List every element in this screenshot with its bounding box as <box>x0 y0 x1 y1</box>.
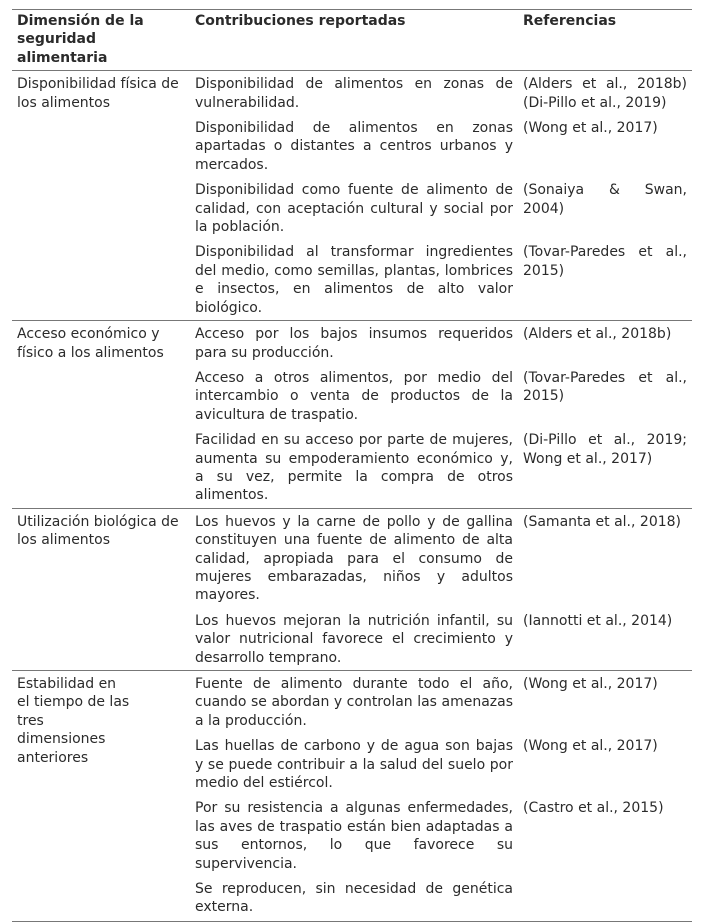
contribution-cell: Disponibilidad de alimentos en zonas apartadas o distantes a centros urbanos y mercados. <box>195 120 513 173</box>
contribution-cell: Disponibilidad como fuente de alimento de calidad, con aceptación cultural y social por la población. <box>195 182 513 236</box>
reference-cell <box>518 876 692 921</box>
food-security-table <box>12 9 692 922</box>
contribution-cell: Los huevos y la carne de pollo y de gallina constituyen una fuente de alimento de alta calidad, apropiada para el consumo de mujeres embarazadas, niños y adultos mayores. <box>190 508 518 608</box>
table-row <box>12 71 692 115</box>
reference-cell: (Tovar-Paredes et al., 2015) <box>523 369 687 405</box>
contribution-cell: Disponibilidad de alimentos en zonas de vulnerabilidad. <box>190 71 518 115</box>
table-row <box>12 671 692 734</box>
contribution-cell: Las huellas de carbono y de agua son bajas y se puede contribuir a la salud del suelo por medio del estiércol. <box>195 738 513 792</box>
reference-cell: (Sonaiya & Swan, 2004) <box>523 182 687 217</box>
table-row <box>12 321 692 365</box>
header-row <box>12 10 692 71</box>
contribution-cell: Fuente de alimento durante todo el año, cuando se abordan y controlan las amenazas a la producción. <box>190 671 518 734</box>
dimension-cell: Acceso económico y físico a los alimentos <box>12 321 190 509</box>
contribution-cell: Acceso a otros alimentos, por medio del intercambio o venta de productos de la avicultura de traspatio. <box>195 369 513 423</box>
header-references: Referencias <box>518 10 692 71</box>
header-dimension: Dimensión de la seguridad alimentaria <box>12 10 190 71</box>
reference-cell: (Alders et al., 2018b) (Di-Pillo et al., 2019) <box>518 71 692 115</box>
header-contributions: Contribuciones reportadas <box>190 10 518 71</box>
contribution-cell: Acceso por los bajos insumos requeridos para su producción. <box>190 321 518 365</box>
reference-cell: (Wong et al., 2017) <box>523 120 658 137</box>
reference-cell: (Wong et al., 2017) <box>518 671 692 734</box>
reference-cell: (Di-Pillo et al., 2019; Wong et al., 2017) <box>523 432 687 467</box>
reference-cell: (Alders et al., 2018b) <box>518 321 692 365</box>
contribution-cell: Facilidad en su acceso por parte de mujeres, aumenta su empoderamiento económico y, a su vez, permite la compra de otros alimentos. <box>195 432 513 504</box>
dimension-cell: Estabilidad en el tiempo de las tres dimensiones anteriores <box>12 671 190 922</box>
table-row <box>12 508 692 608</box>
contribution-cell: Se reproducen, sin necesidad de genética externa. <box>190 876 518 921</box>
reference-cell: (Iannotti et al., 2014) <box>523 612 673 629</box>
reference-cell: (Wong et al., 2017) <box>523 738 658 755</box>
dimension-cell: Disponibilidad física de los alimentos <box>12 71 190 321</box>
reference-cell: (Tovar-Paredes et al., 2015) <box>523 244 687 279</box>
contribution-cell: Por su resistencia a algunas enfermedades, las aves de traspatio están bien adaptadas a sus entornos, lo que favorece su supervivencia. <box>195 800 513 872</box>
contribution-cell: Disponibilidad al transformar ingredientes del medio, como semillas, plantas, lombrices e insectos, en alimentos de alto valor biológico. <box>195 244 513 316</box>
contribution-cell: Los huevos mejoran la nutrición infantil, su valor nutricional favorece el crecimiento y desarrollo temprano. <box>195 612 513 666</box>
reference-cell: (Castro et al., 2015) <box>523 800 664 817</box>
table-body <box>12 71 692 922</box>
dimension-cell: Utilización biológica de los alimentos <box>12 508 190 670</box>
reference-cell: (Samanta et al., 2018) <box>518 508 692 608</box>
